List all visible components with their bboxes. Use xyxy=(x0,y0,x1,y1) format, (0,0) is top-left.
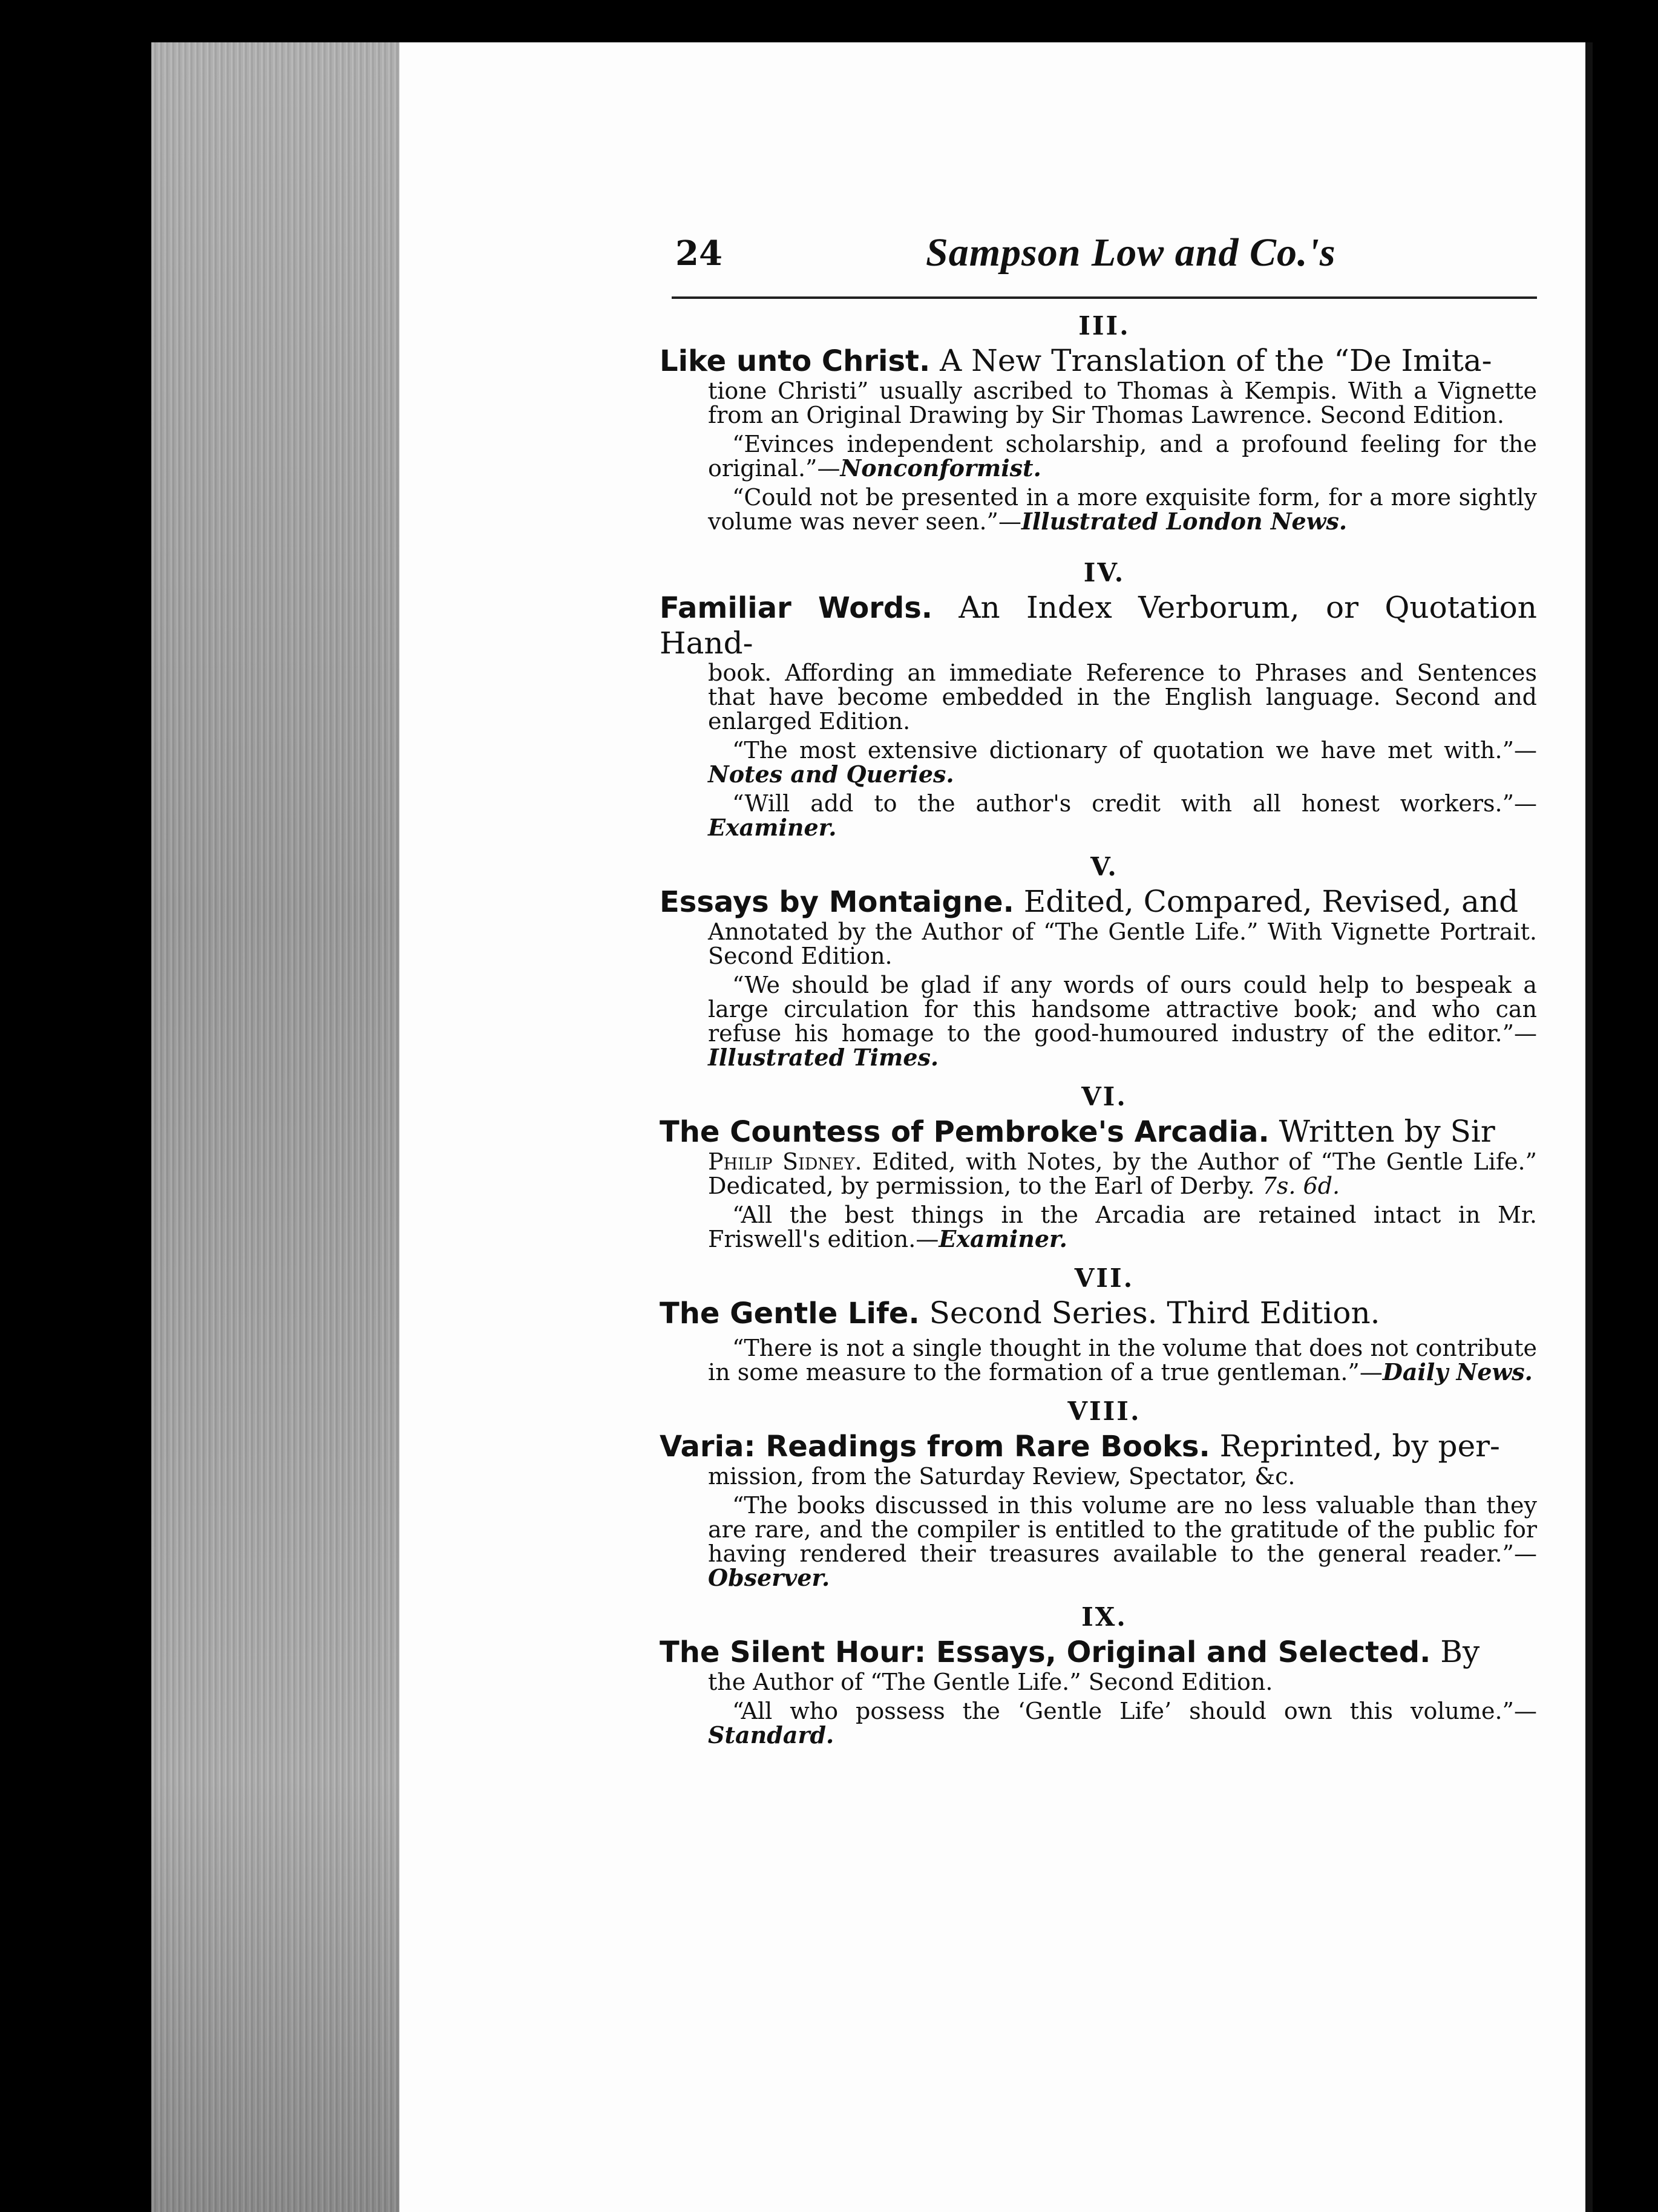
entry-description: book. Affording an immediate Reference to Phrases and Sentences that have become embedded in the English language. Second and enlarged Edition. xyxy=(708,659,1537,735)
quote-source: Examiner. xyxy=(708,814,837,841)
catalogue-entry xyxy=(660,558,1537,841)
page-number: 24 xyxy=(675,234,723,273)
entry-title-line xyxy=(660,1295,1537,1331)
quote-text: “Will add to the author's credit with all honest workers.”— xyxy=(732,790,1537,817)
quote-source: Notes and Queries. xyxy=(708,761,954,788)
entry-title-line xyxy=(660,884,1537,920)
quote-text: “Could not be presented in a more exquisite form, for a more sightly volume was never seen.”— xyxy=(708,484,1537,535)
running-head: Sampson Low and Co.'s xyxy=(926,231,1336,275)
entry-numeral: VIII. xyxy=(1067,1396,1141,1426)
entry-description: mission, from the Saturday Review, Spectator, &c. xyxy=(708,1463,1296,1490)
quote-source: Illustrated Times. xyxy=(708,1044,939,1071)
entry-numeral: IX. xyxy=(1081,1602,1127,1632)
entry-title: Like unto Christ. xyxy=(660,344,931,378)
entry-title-rest: Reprinted, by per- xyxy=(1219,1428,1500,1464)
quote-source: Observer. xyxy=(708,1564,830,1591)
entry-title: The Countess of Pembroke's Arcadia. xyxy=(660,1115,1270,1149)
entry-numeral: IV. xyxy=(1083,558,1126,587)
entry-title-line xyxy=(660,590,1537,661)
quote-source: Standard. xyxy=(708,1721,834,1749)
entry-title-line xyxy=(660,343,1537,379)
entry-title-rest: A New Translation of the “De Imita- xyxy=(940,343,1492,378)
entry-numeral: V. xyxy=(1090,852,1118,882)
quote-text: “The most extensive dictionary of quotation we have met with.”— xyxy=(732,737,1537,764)
entry-title-rest: An Index Verborum, or Quotation Hand- xyxy=(660,590,1537,661)
entry-description: the Author of “The Gentle Life.” Second Edition. xyxy=(708,1669,1273,1695)
quote-text: “The books discussed in this volume are no less valuable than they are rare, and the compiler is entitled to the gratitude of the public for having rendered their treasures available to the general reader.”— xyxy=(708,1492,1537,1567)
catalogue-entry xyxy=(660,1396,1537,1591)
catalogue-entry xyxy=(660,1602,1537,1749)
quote-source: Examiner. xyxy=(939,1225,1067,1252)
entry-description: tione Christi” usually ascribed to Thomas à Kempis. With a Vignette from an Original Drawing by Sir Thomas Lawrence. Second Edition. xyxy=(708,378,1537,428)
quote-text: “We should be glad if any words of ours could help to bespeak a large circulation for this handsome attractive book; and who can refuse his homage to the good-humoured industry of the editor.”— xyxy=(708,972,1537,1047)
catalogue-entry xyxy=(660,852,1537,1071)
review-quote xyxy=(672,1493,1537,1590)
review-quote xyxy=(672,973,1537,1070)
quote-source: Daily News. xyxy=(1382,1358,1533,1386)
review-quote xyxy=(672,791,1537,840)
entry-description xyxy=(672,1150,1537,1198)
entry-title-rest: Second Series. Third Edition. xyxy=(929,1295,1380,1330)
entry-title-line xyxy=(660,1428,1537,1464)
quote-text: “Evinces independent scholarship, and a profound feeling for the original.”— xyxy=(708,431,1537,482)
review-quote xyxy=(672,1336,1537,1384)
description-text: Edited, with Notes, by the Author of “The Gentle Life.” Dedicated, by permission, to the Earl of Derby. xyxy=(708,1148,1537,1199)
entry-title-rest: Edited, Compared, Revised, and xyxy=(1023,884,1519,919)
page-header xyxy=(672,230,1537,299)
entry-title: Varia: Readings from Rare Books. xyxy=(660,1430,1210,1464)
page-edge-shade xyxy=(151,42,405,2212)
entry-title: The Silent Hour: Essays, Original and Selected. xyxy=(660,1635,1431,1669)
entry-numeral: VII. xyxy=(1074,1263,1135,1293)
entry-numeral: III. xyxy=(1078,311,1130,341)
quote-text: “All the best things in the Arcadia are retained intact in Mr. Friswell's edition.— xyxy=(708,1202,1537,1252)
entry-title-rest: By xyxy=(1440,1634,1480,1669)
review-quote xyxy=(672,1699,1537,1747)
review-quote xyxy=(672,432,1537,480)
page-content xyxy=(660,230,1537,1749)
catalogue-entry xyxy=(660,1263,1537,1386)
review-quote xyxy=(672,1203,1537,1251)
author-name: Philip Sidney. xyxy=(708,1148,862,1175)
quote-text: “There is not a single thought in the volume that does not contribute in some measure to the formation of a true gentleman.”— xyxy=(708,1335,1537,1386)
entry-title-line xyxy=(660,1114,1537,1150)
price: 7s. 6d. xyxy=(1262,1173,1340,1199)
catalogue-entry xyxy=(660,1082,1537,1252)
entry-numeral: VI. xyxy=(1081,1082,1127,1111)
catalogue-entry xyxy=(660,311,1537,535)
quote-source: Illustrated London News. xyxy=(1021,508,1348,535)
entry-title: Essays by Montaigne. xyxy=(660,885,1014,919)
entry-description: Annotated by the Author of “The Gentle Life.” With Vignette Portrait. Second Edition. xyxy=(708,918,1537,969)
entry-title: Familiar Words. xyxy=(660,591,933,625)
entry-title: The Gentle Life. xyxy=(660,1297,920,1330)
entry-title-line xyxy=(660,1634,1537,1670)
page-gutter-shadow xyxy=(1585,42,1593,2212)
review-quote xyxy=(672,485,1537,534)
entry-title-rest: Written by Sir xyxy=(1279,1114,1495,1149)
quote-source: Nonconformist. xyxy=(840,454,1041,482)
quote-text: “All who possess the ‘Gentle Life’ should own this volume.”— xyxy=(732,1698,1537,1724)
review-quote xyxy=(672,738,1537,787)
